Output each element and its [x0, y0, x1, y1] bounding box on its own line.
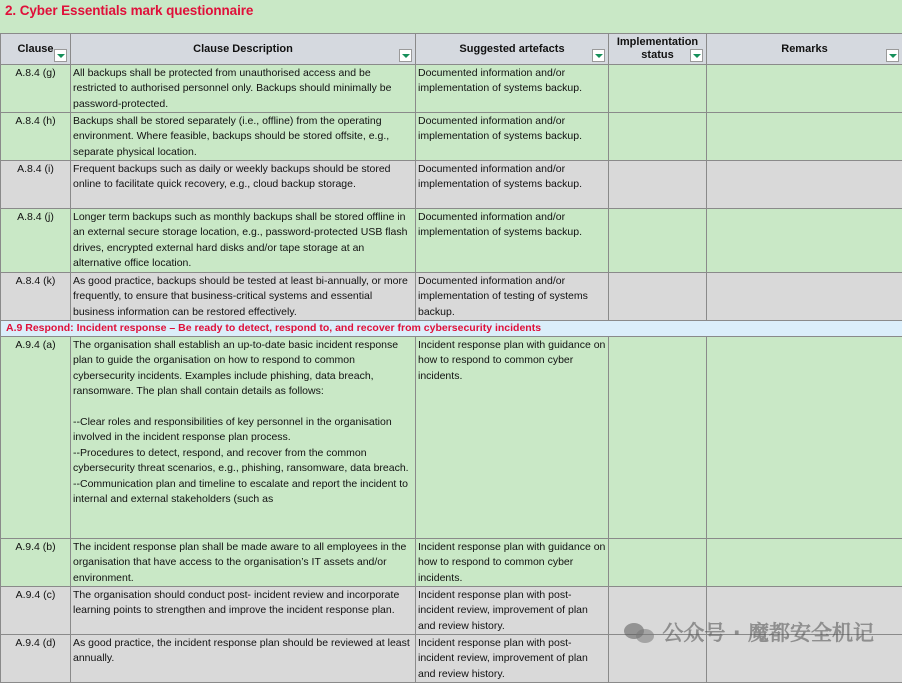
description-cell[interactable] [71, 113, 416, 161]
table-row [1, 113, 902, 161]
header-artefacts [416, 34, 609, 65]
header-clause [1, 34, 71, 65]
header-row [1, 34, 902, 65]
description-text: --Clear roles and responsibilities of key personnel in the organisation involved in the incident response plan process. [73, 415, 413, 446]
status-cell[interactable] [609, 65, 707, 113]
filter-dropdown-icon[interactable] [54, 49, 67, 62]
sheet-title: 2. Cyber Essentials mark questionnaire [5, 3, 253, 18]
artefacts-text: Incident response plan with post-incident review, improvement of plan and review history. [418, 636, 606, 681]
artefacts-cell[interactable] [416, 635, 609, 683]
description-text: --Procedures to detect, respond, and recover from the common cybersecurity threat scenarios, e.g., phishing, ransomware, data breach. [73, 446, 413, 477]
filter-dropdown-icon[interactable] [690, 49, 703, 62]
header-remarks-label: Remarks [707, 43, 902, 56]
filter-dropdown-icon[interactable] [399, 49, 412, 62]
artefacts-text: Documented information and/or implementation of systems backup. [418, 210, 606, 241]
remarks-cell[interactable] [707, 209, 902, 273]
status-cell[interactable] [609, 161, 707, 209]
artefacts-cell[interactable] [416, 65, 609, 113]
artefacts-text: Incident response plan with post-incident review, improvement of plan and review history. [418, 588, 606, 633]
description-cell[interactable] [71, 209, 416, 273]
description-text: Longer term backups such as monthly backups shall be stored offline in an external secure storage location, e.g., password-protected USB flash drives, encrypted external hard disks and/or tape storage at an alternative office location. [73, 210, 413, 271]
clause-cell[interactable]: A.9.4 (d) [1, 635, 71, 683]
header-artefacts-label: Suggested artefacts [416, 43, 608, 56]
table-row [1, 161, 902, 209]
table-row [1, 337, 902, 539]
header-remarks [707, 34, 902, 65]
clause-cell[interactable]: A.8.4 (k) [1, 273, 71, 321]
description-text: As good practice, the incident response plan should be reviewed at least annually. [73, 636, 413, 667]
artefacts-text: Documented information and/or implementation of systems backup. [418, 66, 606, 97]
status-cell[interactable] [609, 113, 707, 161]
section-heading[interactable]: A.9 Respond: Incident response – Be ready to detect, respond to, and recover from cybersecurity incidents [1, 321, 902, 337]
description-cell[interactable] [71, 337, 416, 539]
filter-dropdown-icon[interactable] [592, 49, 605, 62]
table-row [1, 273, 902, 321]
clause-cell[interactable]: A.8.4 (i) [1, 161, 71, 209]
artefacts-text: Documented information and/or implementation of systems backup. [418, 114, 606, 145]
artefacts-cell[interactable] [416, 113, 609, 161]
section-row [1, 321, 902, 337]
description-text: The organisation should conduct post- incident review and incorporate learning points to strengthen and improve the incident response plan. [73, 588, 413, 619]
header-status-label-2: status [609, 49, 706, 62]
description-cell[interactable] [71, 65, 416, 113]
header-description-label: Clause Description [71, 43, 415, 56]
status-cell[interactable] [609, 273, 707, 321]
description-text: Backups shall be stored separately (i.e., offline) from the operating environment. Where feasible, backups should be stored offsite, e.g., separate physical location. [73, 114, 413, 159]
clause-cell[interactable]: A.8.4 (h) [1, 113, 71, 161]
description-text: As good practice, backups should be tested at least bi-annually, or more frequently, to ensure that business-critical systems and essential business information can be restored effectively. [73, 274, 413, 319]
header-status-label-1: Implementation [609, 36, 706, 49]
description-text [73, 400, 413, 415]
clause-cell[interactable]: A.9.4 (a) [1, 337, 71, 539]
artefacts-cell[interactable] [416, 337, 609, 539]
clause-cell[interactable]: A.8.4 (g) [1, 65, 71, 113]
artefacts-cell[interactable] [416, 161, 609, 209]
header-description [71, 34, 416, 65]
header-clause-label: Clause [1, 43, 70, 56]
artefacts-text: Documented information and/or implementation of testing of systems backup. [418, 274, 606, 319]
sheet-title-bar [0, 0, 902, 33]
description-text: Frequent backups such as daily or weekly backups should be stored online to facilitate quick recovery, e.g., cloud backup storage. [73, 162, 413, 193]
description-cell[interactable] [71, 635, 416, 683]
description-cell[interactable] [71, 273, 416, 321]
description-text: The incident response plan shall be made aware to all employees in the organisation that have access to the organisation’s IT assets and/or environment. [73, 540, 413, 585]
clause-cell[interactable]: A.9.4 (c) [1, 587, 71, 635]
status-cell[interactable] [609, 539, 707, 587]
table-row [1, 539, 902, 587]
description-cell[interactable] [71, 587, 416, 635]
remarks-cell[interactable] [707, 337, 902, 539]
artefacts-cell[interactable] [416, 209, 609, 273]
remarks-cell[interactable] [707, 539, 902, 587]
table-row [1, 209, 902, 273]
status-cell[interactable] [609, 209, 707, 273]
remarks-cell[interactable] [707, 113, 902, 161]
artefacts-cell[interactable] [416, 587, 609, 635]
description-text: The organisation shall establish an up-to-date basic incident response plan to guide the organisation on how to respond to common cybersecurity incidents. Examples include phishing, data breach, ransomware. The plan shall contain details as follows: [73, 338, 413, 400]
questionnaire-table [0, 33, 902, 683]
artefacts-cell[interactable] [416, 539, 609, 587]
artefacts-text: Incident response plan with guidance on how to respond to common cyber incidents. [418, 338, 606, 384]
description-text: All backups shall be protected from unauthorised access and be restricted to authorised personnel only. Backups should minimally be password-protected. [73, 66, 413, 111]
watermark [624, 617, 874, 647]
description-cell[interactable] [71, 539, 416, 587]
remarks-cell[interactable] [707, 161, 902, 209]
header-status [609, 34, 707, 65]
artefacts-text: Documented information and/or implementation of systems backup. [418, 162, 606, 193]
filter-dropdown-icon[interactable] [886, 49, 899, 62]
artefacts-text: Incident response plan with guidance on how to respond to common cyber incidents. [418, 540, 606, 585]
description-text: --Communication plan and timeline to escalate and report the incident to internal and external stakeholders (such as [73, 477, 413, 508]
artefacts-cell[interactable] [416, 273, 609, 321]
table-row [1, 65, 902, 113]
status-cell[interactable] [609, 337, 707, 539]
remarks-cell[interactable] [707, 65, 902, 113]
description-cell[interactable] [71, 161, 416, 209]
remarks-cell[interactable] [707, 273, 902, 321]
wechat-icon [624, 621, 656, 643]
clause-cell[interactable]: A.8.4 (j) [1, 209, 71, 273]
watermark-text: 公众号 · 魔都安全机记 [662, 617, 874, 647]
clause-cell[interactable]: A.9.4 (b) [1, 539, 71, 587]
